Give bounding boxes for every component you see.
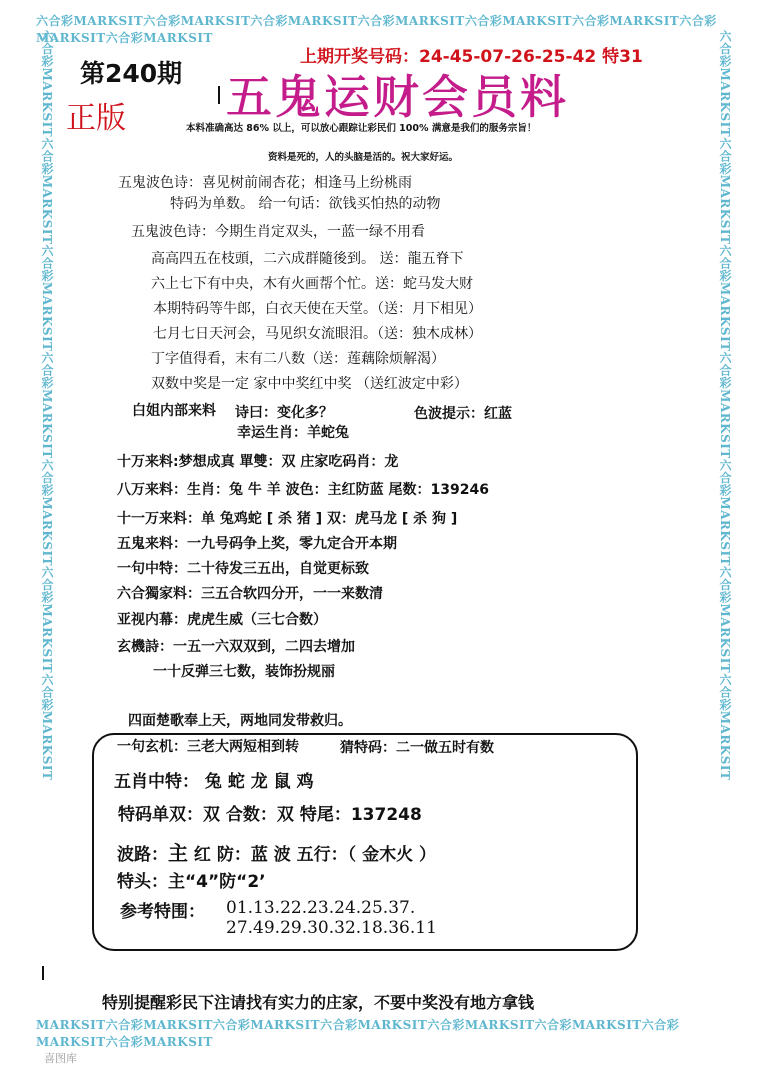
frame-bottom-watermark: MARKSIT六合彩MARKSIT六合彩MARKSIT六合彩MARKSIT六合彩MARKSIT六合彩MARKSIT六合彩MARKSIT六合彩MARKSIT xyxy=(36,1018,680,1049)
tip-riddle-line1: 玄機詩：一五一六双双到，二四去增加 xyxy=(117,639,355,655)
poem1-line2: 特码为单数。 给一句话：欲钱买怕热的动物 xyxy=(170,196,441,212)
accuracy-note: 本料准确高达 86% 以上，可以放心跟踪让彩民们 100% 满意是我们的服务宗旨！ xyxy=(186,123,537,134)
issue-number: 第240期 xyxy=(80,59,183,88)
summary-ref-label: 参考特围： xyxy=(120,902,205,922)
footer-mark xyxy=(42,966,44,980)
poem2-line5: 七月七日天河会，马见织女流眼泪。（送：独木成林） xyxy=(153,326,482,342)
title-divider xyxy=(218,86,220,104)
tip-100k: 十万来料:梦想成真 單雙：双 庄家吃码肖：龙 xyxy=(117,454,399,470)
footer-reminder: 特别提醒彩民下注请找有实力的庄家，不要中奖没有地方拿钱 xyxy=(102,993,535,1012)
tip-atv: 亚视内幕：虎虎生威（三七合数） xyxy=(117,612,327,628)
tip-riddle-line3: 四面楚歌奉上天，两地同发带救归。 xyxy=(128,713,352,729)
poem2-line7: 双数中奖是一定 家中中奖红中奖 （送红波定中彩） xyxy=(151,376,468,392)
poem2-line6: 丁字值得看，末有二八数（送：莲藕除烦解渴） xyxy=(151,351,445,367)
page-title: 五鬼运财会员料 xyxy=(226,70,569,124)
frame-top-watermark: 六合彩MARKSIT六合彩MARKSIT六合彩MARKSIT六合彩MARKSIT六合彩MARKSIT六合彩MARKSIT六合彩MARKSIT六合彩MARKSIT xyxy=(36,14,717,45)
summary-guess: 猜特码：二一做五时有数 xyxy=(340,740,494,756)
summary-wave-label: 波路： xyxy=(117,845,168,865)
summary-odd-even: 特码单双：双 合数：双 特尾：137248 xyxy=(118,805,422,825)
lucky-zodiac: 幸运生肖：羊蛇兔 xyxy=(237,425,349,441)
tip-five-ghost: 五鬼来料：一九号码争上奖，零九定合开本期 xyxy=(117,536,397,552)
summary-wave xyxy=(117,837,436,866)
summary-xuanji: 一句玄机：三老大两短相到转 xyxy=(117,739,299,755)
summary-wave-rest: 红 防：蓝 波 五行：（ 金木火 ） xyxy=(193,845,437,865)
summary-head: 特头：主“4”防“2’ xyxy=(117,872,266,892)
color-hint: 色波提示：红蓝 xyxy=(414,406,512,422)
luck-note: 资料是死的，人的头脑是活的。祝大家好运。 xyxy=(268,152,459,163)
frame-left-watermark: 六合彩MARKSIT六合彩MARKSIT六合彩MARKSIT六合彩MARKSIT六合彩MARKSIT六合彩MARKSIT六合彩MARKSIT xyxy=(40,30,54,781)
frame-right-watermark: 六合彩MARKSIT六合彩MARKSIT六合彩MARKSIT六合彩MARKSIT六合彩MARKSIT六合彩MARKSIT六合彩MARKSIT xyxy=(718,30,732,781)
poem1-line1: 五鬼波色诗：喜见树前闹杏花；相逢马上纷桃雨 xyxy=(118,175,412,191)
poem2-line4: 本期特码等牛郎，白衣天使在天堂。（送：月下相见） xyxy=(153,301,482,317)
summary-ref-line2: 27.49.29.30.32.18.36.11 xyxy=(226,918,437,938)
edition-label: 正版 xyxy=(66,101,126,136)
tip-riddle-line2: 一十反弹三七数，装饰扮规丽 xyxy=(153,664,335,680)
poem2-line3: 六上七下有中央，木有火画帮个忙。送：蛇马发大财 xyxy=(151,276,473,292)
tip-110k: 十一万来料：单 兔鸡蛇 [ 杀 猪 ] 双：虎马龙 [ 杀 狗 ] xyxy=(117,511,458,527)
summary-ref-line1: 01.13.22.23.24.25.37. xyxy=(226,898,416,918)
last-draw-result: 上期开奖号码：24-45-07-26-25-42 特31 xyxy=(300,47,643,67)
poem2-line1: 五鬼波色诗：今期生肖定双头，一蓝一绿不用看 xyxy=(131,224,425,240)
corner-watermark: 喜图库 xyxy=(44,1052,77,1065)
summary-wave-main: 主 xyxy=(168,841,188,865)
tip-one-line: 一句中特：二十待发三五出，自觉更标致 xyxy=(117,561,369,577)
internal-label: 白姐内部来料 xyxy=(132,403,216,419)
tip-80k: 八万来料：生肖：兔 牛 羊 波色：主红防蓝 尾数：139246 xyxy=(117,482,489,498)
internal-poem: 诗曰：变化多？ xyxy=(235,405,333,421)
tip-exclusive: 六合獨家料：三五合软四分开，一一来数清 xyxy=(117,586,383,602)
poem2-line2: 高高四五在枝頭，二六成群隨後到。 送：龍五脊下 xyxy=(151,251,464,267)
summary-five-zodiac: 五肖中特： 兔 蛇 龙 鼠 鸡 xyxy=(114,772,314,792)
